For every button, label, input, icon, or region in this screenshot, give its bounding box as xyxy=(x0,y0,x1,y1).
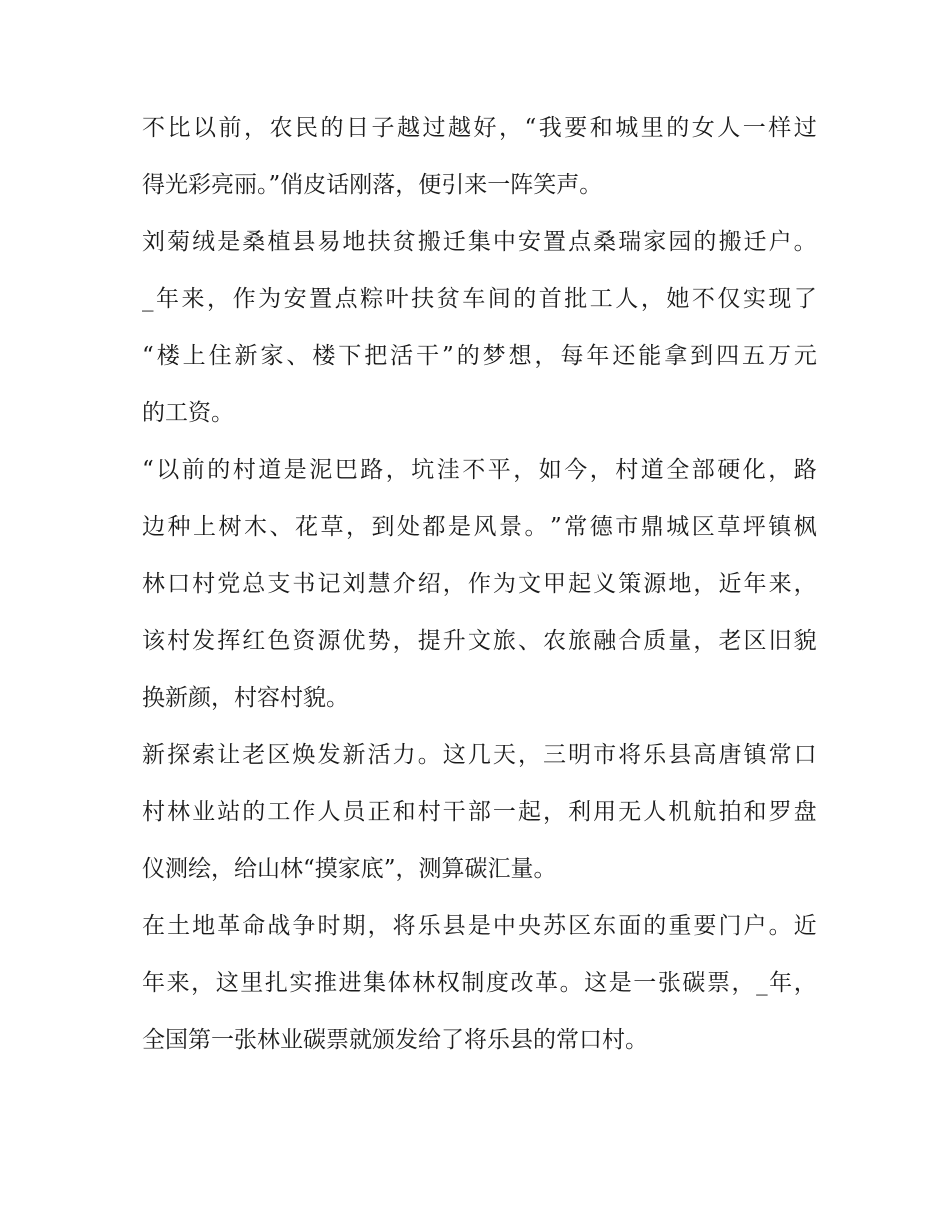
text-line: 仪测绘，给山林“摸家底”，测算碳汇量。 xyxy=(142,856,557,882)
text-line: 该 村 发 挥 红 色 资 源 优 势 ， 提 升 文 旅 、 农 旅 融 合 质 量 ， 老 区 旧 貌 xyxy=(142,628,817,654)
text-line: _ 年 来 ， 作 为 安 置 点 粽 叶 扶 贫 车 间 的 首 批 工 人 ， 她 不 仅 实 现 了 xyxy=(142,286,817,312)
text-line: 年 来 ， 这 里 扎 实 推 进 集 体 林 权 制 度 改 革 。 这 是 一 张 碳 票 ， _ 年 ， xyxy=(142,970,817,996)
text-line: 新 探 索 让 老 区 焕 发 新 活 力 。 这 几 天 ， 三 明 市 将 乐 县 高 唐 镇 常 口 xyxy=(142,742,817,768)
text-line: 在 土 地 革 命 战 争 时 期 ， 将 乐 县 是 中 央 苏 区 东 面 的 重 要 门 户 。 近 xyxy=(142,913,817,939)
text-line: 刘 菊 绒 是 桑 植 县 易 地 扶 贫 搬 迁 集 中 安 置 点 桑 瑞 家 园 的 搬 迁 户 。 xyxy=(142,229,817,255)
text-line: 的工资。 xyxy=(142,400,234,426)
text-line: 村 林 业 站 的 工 作 人 员 正 和 村 干 部 一 起 ， 利 用 无 人 机 航 拍 和 罗 盘 xyxy=(142,799,817,825)
text-line: 不 比 以 前 ， 农 民 的 日 子 越 过 越 好 ， “ 我 要 和 城 里 的 女 人 一 样 过 xyxy=(142,115,817,141)
text-line: “ 以 前 的 村 道 是 泥 巴 路 ， 坑 洼 不 平 ， 如 今 ， 村 道 全 部 硬 化 ， 路 xyxy=(142,457,817,483)
text-line: 边 种 上 树 木 、 花 草 ， 到 处 都 是 风 景 。 ” 常 德 市 鼎 城 区 草 坪 镇 枫 xyxy=(142,514,817,540)
text-line: “ 楼 上 住 新 家 、 楼 下 把 活 干 ” 的 梦 想 ， 每 年 还 能 拿 到 四 五 万 元 xyxy=(142,343,817,369)
text-line: 林 口 村 党 总 支 书 记 刘 慧 介 绍 ， 作 为 文 甲 起 义 策 源 地 ， 近 年 来 ， xyxy=(142,571,817,597)
text-line: 全国第一张林业碳票就颁发给了将乐县的常口村。 xyxy=(142,1027,648,1053)
text-line: 换新颜，村容村貌。 xyxy=(142,685,349,711)
text-line: 得光彩亮丽。”俏皮话刚落，便引来一阵笑声。 xyxy=(142,172,603,198)
